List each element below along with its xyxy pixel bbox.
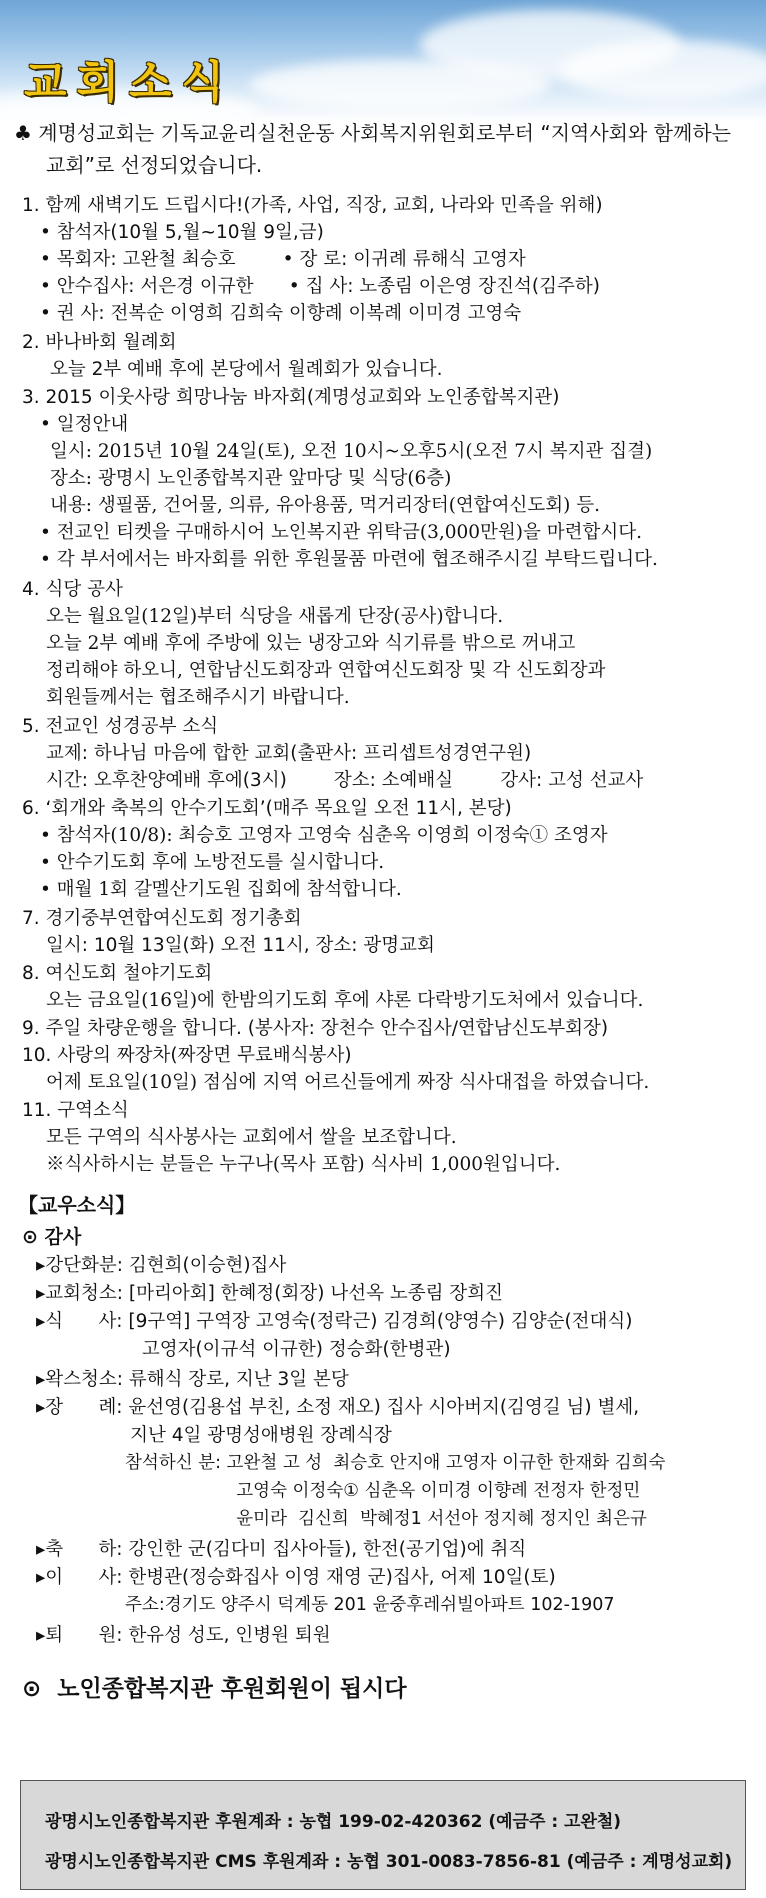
- news-item: 6. ‘회개와 축복의 안수기도회’(매주 목요일 오전 11시, 본당): [22, 798, 512, 819]
- news-item: • 매월 1회 갈멜산기도원 집회에 참석합니다.: [40, 879, 402, 900]
- news-item: 7. 경기중부연합여신도회 정기총회: [22, 908, 302, 929]
- members-row: 지난 4일 광명성애병원 장례식장: [36, 1425, 392, 1446]
- members-row: 참석하신 분: 고완철 고 성 최승호 안지애 고영자 이규한 한재화 김희숙: [36, 1453, 666, 1473]
- members-row: 고영자(이규석 이규한) 정승화(한병관): [36, 1339, 451, 1360]
- intro-line-2: 교회”로 선정되었습니다.: [46, 153, 263, 177]
- news-item: 3. 2015 이웃사랑 희망나눔 바자회(계명성교회와 노인종합복지관): [22, 387, 560, 408]
- news-item: ※식사하시는 분들은 누구나(목사 포함) 식사비 1,000원입니다.: [46, 1154, 561, 1175]
- news-item: 9. 주일 차량운행을 합니다. (봉사자: 장천수 안수집사/연합남신도부회장): [22, 1018, 609, 1039]
- news-item: 모든 구역의 식사봉사는 교회에서 쌀을 보조합니다.: [46, 1127, 457, 1148]
- members-row: ▸식 사: [9구역] 구역장 고영숙(정락근) 김경희(양영수) 김양순(전대식): [36, 1311, 633, 1332]
- members-row: ▸강단화분: 김현희(이승현)집사: [36, 1255, 287, 1276]
- donation-account-box: [20, 1780, 746, 1890]
- news-item: 회원들께서는 협조해주시기 바랍니다.: [46, 687, 350, 708]
- news-item: 교제: 하나님 마음에 합한 교회(출판사: 프리셉트성경연구원): [46, 743, 532, 764]
- news-item: • 각 부서에서는 바자회를 위한 후원물품 마련에 협조해주시길 부탁드립니다.: [40, 549, 658, 570]
- news-item: 일시: 10월 13일(화) 오전 11시, 장소: 광명교회: [46, 935, 435, 956]
- news-item: 내용: 생필품, 건어물, 의류, 유아용품, 먹거리장터(연합여신도회) 등.: [50, 495, 601, 516]
- members-row: ▸장 례: 윤선영(김용섭 부친, 소정 재오) 집사 시아버지(김영길 님) 별세,: [36, 1397, 640, 1418]
- news-item: 시간: 오후찬양예배 후에(3시) 장소: 소예배실 강사: 고성 선교사: [46, 770, 644, 791]
- news-item: • 목회자: 고완철 최승호 • 장 로: 이귀례 류해식 고영자: [40, 249, 526, 270]
- news-item: 5. 전교인 성경공부 소식: [22, 716, 219, 737]
- news-item: • 전교인 티켓을 구매하시어 노인복지관 위탁금(3,000만원)을 마련합시다.: [40, 522, 642, 543]
- news-item: 일시: 2015년 10월 24일(토), 오전 10시~오후5시(오전 7시 복지관 집결): [50, 441, 653, 462]
- members-row: ▸축 하: 강인한 군(김다미 집사아들), 한전(공기업)에 취직: [36, 1539, 527, 1560]
- intro-line-1: ♣ 계명성교회는 기독교윤리실천운동 사회복지위원회로부터 “지역사회와 함께하는: [14, 121, 731, 145]
- news-item: 오는 월요일(12일)부터 식당을 새롭게 단장(공사)합니다.: [46, 606, 504, 627]
- news-item: 4. 식당 공사: [22, 579, 123, 600]
- news-item: • 안수집사: 서은경 이규한 • 집 사: 노종림 이은영 장진석(김주하): [40, 276, 600, 297]
- news-item: 2. 바나바회 월례회: [22, 332, 177, 353]
- news-item: • 참석자(10월 5,월~10월 9일,금): [40, 222, 324, 243]
- header-banner: [0, 0, 766, 122]
- thanks-heading: ⊙ 감사: [22, 1226, 82, 1248]
- members-row: ▸왁스청소: 류해식 장로, 지난 3일 본당: [36, 1369, 349, 1390]
- donation-account-2: 광명시노인종합복지관 CMS 후원계좌 : 농협 301-0083-7856-81 (예금주 : 계명성교회): [45, 1852, 733, 1872]
- news-item: • 권 사: 전복순 이영희 김희숙 이향례 이복례 이미경 고영숙: [40, 303, 522, 324]
- page-title: 교회소식: [24, 57, 235, 108]
- members-row: ▸이 사: 한병관(정승화집사 이영 재영 군)집사, 어제 10일(토): [36, 1567, 556, 1588]
- members-heading: 【교우소식】: [18, 1193, 136, 1217]
- news-item: • 안수기도회 후에 노방전도를 실시합니다.: [40, 852, 385, 873]
- members-row: ▸퇴 원: 한유성 성도, 인병원 퇴원: [36, 1625, 331, 1646]
- news-item: 1. 함께 새벽기도 드립시다!(가족, 사업, 직장, 교회, 나라와 민족을 위해): [22, 195, 603, 216]
- members-row: 고영숙 이정숙① 심춘옥 이미경 이향례 전정자 한정민: [36, 1481, 641, 1501]
- news-item: 8. 여신도회 철야기도회: [22, 963, 213, 984]
- members-row: 윤미라 김신희 박혜정1 서선아 정지혜 정지인 최은규: [36, 1509, 647, 1529]
- news-item: 10. 사랑의 짜장차(짜장면 무료배식봉사): [22, 1045, 352, 1066]
- news-item: 오는 금요일(16일)에 한밤의기도회 후에 샤론 다락방기도처에서 있습니다.: [46, 990, 644, 1011]
- news-item: 오늘 2부 예배 후에 본당에서 월례회가 있습니다.: [50, 359, 443, 380]
- members-row: 주소:경기도 양주시 덕계동 201 윤중후레쉬빌아파트 102-1907: [36, 1595, 615, 1615]
- news-item: 어제 토요일(10일) 점심에 지역 어르신들에게 짜장 식사대접을 하였습니다.: [46, 1072, 650, 1093]
- news-item: 11. 구역소식: [22, 1100, 129, 1121]
- news-item: 정리해야 하오니, 연합남신도회장과 연합여신도회장 및 각 신도회장과: [46, 660, 606, 681]
- donation-heading: ⊙ 노인종합복지관 후원회원이 됩시다: [22, 1676, 407, 1702]
- news-item: 오늘 2부 예배 후에 주방에 있는 냉장고와 식기류를 밖으로 꺼내고: [46, 633, 576, 654]
- news-item: 장소: 광명시 노인종합복지관 앞마당 및 식당(6층): [50, 468, 452, 489]
- news-item: • 참석자(10/8): 최승호 고영자 고영숙 심춘옥 이영희 이정숙① 조영자: [40, 825, 608, 846]
- members-row: ▸교회청소: [마리아회] 한혜정(회장) 나선옥 노종림 장희진: [36, 1283, 503, 1304]
- news-item: • 일정안내: [40, 414, 129, 435]
- donation-account-1: 광명시노인종합복지관 후원계좌 : 농협 199-02-420362 (예금주 : 고완철): [45, 1812, 622, 1832]
